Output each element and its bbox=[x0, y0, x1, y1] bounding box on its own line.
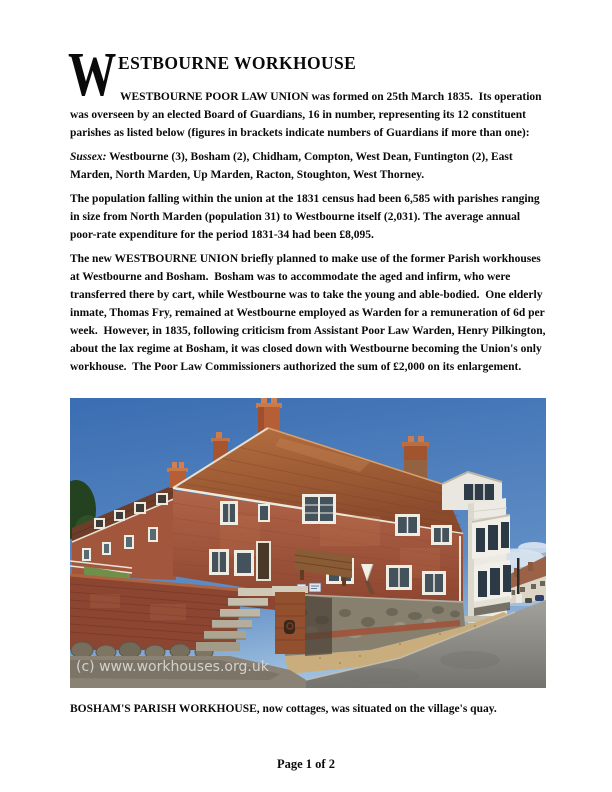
page-title: ESTBOURNE WORKHOUSE bbox=[118, 53, 357, 73]
paragraph-parishes bbox=[70, 148, 548, 184]
window bbox=[431, 525, 452, 545]
window bbox=[209, 549, 229, 575]
window bbox=[234, 550, 254, 576]
front-door bbox=[256, 541, 271, 581]
photo-caption: BOSHAM'S PARISH WORKHOUSE, now cottages, was situated on the village's quay. bbox=[70, 703, 497, 715]
parish-list: Westbourne (3), Bosham (2), Chidham, Compton, West Dean, Funtington (2), East Marden, North Marden, Up Marden, Racton, Stoughton, West Thorney. bbox=[70, 151, 516, 181]
lower-bay-window bbox=[474, 560, 511, 616]
upper-bay-window bbox=[472, 515, 510, 559]
photo-watermark: (c) www.workhouses.org.uk bbox=[76, 659, 269, 675]
window bbox=[302, 494, 336, 524]
window bbox=[386, 565, 412, 590]
page-number: Page 1 of 2 bbox=[277, 757, 335, 771]
paragraph-intro: WESTBOURNE POOR LAW UNION was formed on 25th March 1835. Its operation was overseen by an elected Board of Guardians, 16 in number, representing its 12 constituent parishes as listed below (figures in brackets indicate numbers of Guardians if more than one): bbox=[70, 91, 545, 139]
title-drop-cap: W bbox=[68, 41, 117, 109]
window bbox=[220, 501, 238, 525]
county-label: Sussex: bbox=[70, 151, 107, 163]
window bbox=[422, 571, 446, 595]
paragraph-population: The population falling within the union at the 1831 census had been 6,585 with parishes ranging in size from North Marden (population 31) to Westbourne itself (2,031). The average annual poor-rate expenditure for the period 1831-34 had been £8,095. bbox=[70, 193, 543, 241]
photo-bosham-workhouse bbox=[70, 398, 546, 688]
window bbox=[258, 504, 270, 522]
paragraph-history: The new WESTBOURNE UNION briefly planned to make use of the former Parish workhouses at Westbourne and Bosham. Bosham was to accommodate the aged and infirm, who were transferred there by cart, while Westbourne was to take the young and able-bodied. One elderly inmate, Thomas Fry, remained at Westbourne employed as Warden for a remuneration of 6d per week. However, in 1835, following criticism from Assistant Poor Law Warden, Henry Pilkington, about the lax regime at Bosham, it was closed down with Westbourne becoming the Union's only workhouse. The Poor Law Commissioners authorized the sum of £2,000 on its enlargement. bbox=[70, 253, 549, 373]
window bbox=[395, 514, 420, 536]
